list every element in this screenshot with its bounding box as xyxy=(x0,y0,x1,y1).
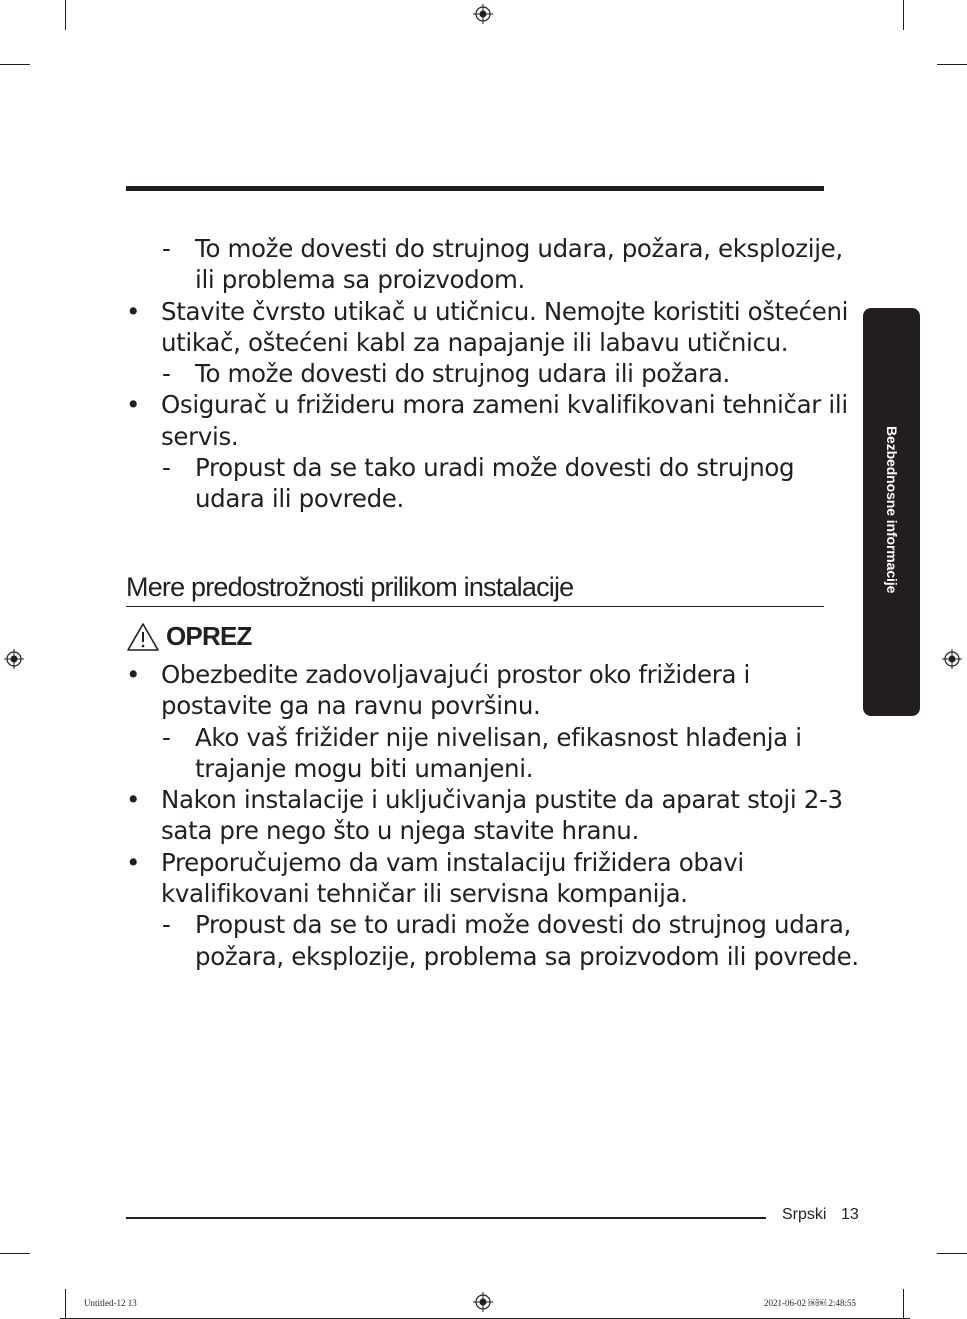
list-item-line: postavite ga na ravnu površinu. xyxy=(161,691,541,721)
list-item-line: servis. xyxy=(161,421,239,451)
print-slug-right: 2021-06-02 ￼￼ 2:48:55 xyxy=(764,1298,856,1308)
list-item-line: • Nakon instalacije i uključivanja pustite da aparat stoji 2-3 xyxy=(161,785,843,815)
list-item-sub xyxy=(126,358,826,389)
list-item-line: udara ili povrede. xyxy=(195,484,404,514)
list-item-line: požara, eksplozije, problema sa proizvodom ili povrede. xyxy=(195,941,859,971)
top-instruction-list xyxy=(126,233,849,515)
list-item-sub xyxy=(126,909,859,972)
installation-instruction-list xyxy=(126,659,859,972)
caution-label: OPREZ xyxy=(166,621,252,651)
list-item-sub xyxy=(126,722,826,785)
list-item-line: - To može dovesti do strujnog udara ili požara. xyxy=(195,359,730,389)
page-number: 13 xyxy=(841,1206,859,1223)
section-heading: Mere predostrožnosti prilikom instalacije xyxy=(126,568,824,607)
crop-mark xyxy=(903,0,904,30)
crop-mark xyxy=(65,1289,66,1319)
list-item-sub xyxy=(126,233,843,296)
list-item-bullet xyxy=(126,296,849,359)
list-item-line: - Propust da se to uradi može dovesti do strujnog udara, xyxy=(195,910,851,940)
list-item-line: trajanje mogu biti umanjeni. xyxy=(195,753,534,783)
side-chapter-tab xyxy=(863,308,920,716)
caution-heading xyxy=(126,621,252,652)
print-slug-left: Untitled-12 13 xyxy=(84,1298,137,1308)
list-item-bullet xyxy=(126,389,848,452)
registration-mark-icon xyxy=(473,1292,493,1312)
crop-mark xyxy=(937,64,967,65)
list-item-line: ili problema sa proizvodom. xyxy=(195,265,525,295)
registration-mark-icon xyxy=(4,649,24,669)
list-item-line: kvalifikovani tehničar ili servisna kompanija. xyxy=(161,879,688,909)
crop-mark xyxy=(0,1253,30,1254)
list-item-line: • Preporučujemo da vam instalaciju frižidera obavi xyxy=(161,847,744,877)
list-item-line: • Osigurač u frižideru mora zameni kvalifikovani tehničar ili xyxy=(161,390,848,420)
list-item-bullet xyxy=(126,847,826,910)
crop-mark xyxy=(65,0,66,30)
footer-rule xyxy=(126,1217,766,1219)
list-item-bullet xyxy=(126,659,826,722)
list-item-sub xyxy=(126,452,826,515)
list-item-line: sata pre nego što u njega stavite hranu. xyxy=(161,816,639,846)
list-item-bullet xyxy=(126,784,843,847)
top-rule xyxy=(126,186,824,191)
registration-mark-icon xyxy=(473,4,493,24)
side-chapter-tab-label: Bezbednosne informacije xyxy=(883,426,900,594)
list-item-line: - Ako vaš frižider nije nivelisan, efikasnost hlađenja i xyxy=(195,722,802,752)
crop-mark xyxy=(937,1253,967,1254)
footer-language: Srpski xyxy=(782,1206,827,1223)
list-item-line: utikač, oštećeni kabl za napajanje ili labavu utičnicu. xyxy=(161,327,789,357)
list-item-line: - Propust da se tako uradi može dovesti do strujnog xyxy=(195,453,795,483)
crop-mark xyxy=(903,1289,904,1319)
warning-triangle-icon xyxy=(126,622,160,652)
list-item-line: • Obezbedite zadovoljavajući prostor oko frižidera i xyxy=(161,660,751,689)
list-item-line: • Stavite čvrsto utikač u utičnicu. Nemojte koristiti oštećeni xyxy=(161,296,849,326)
registration-mark-icon xyxy=(942,649,962,669)
crop-mark xyxy=(0,64,30,65)
list-item-line: - To može dovesti do strujnog udara, požara, eksplozije, xyxy=(195,234,843,263)
